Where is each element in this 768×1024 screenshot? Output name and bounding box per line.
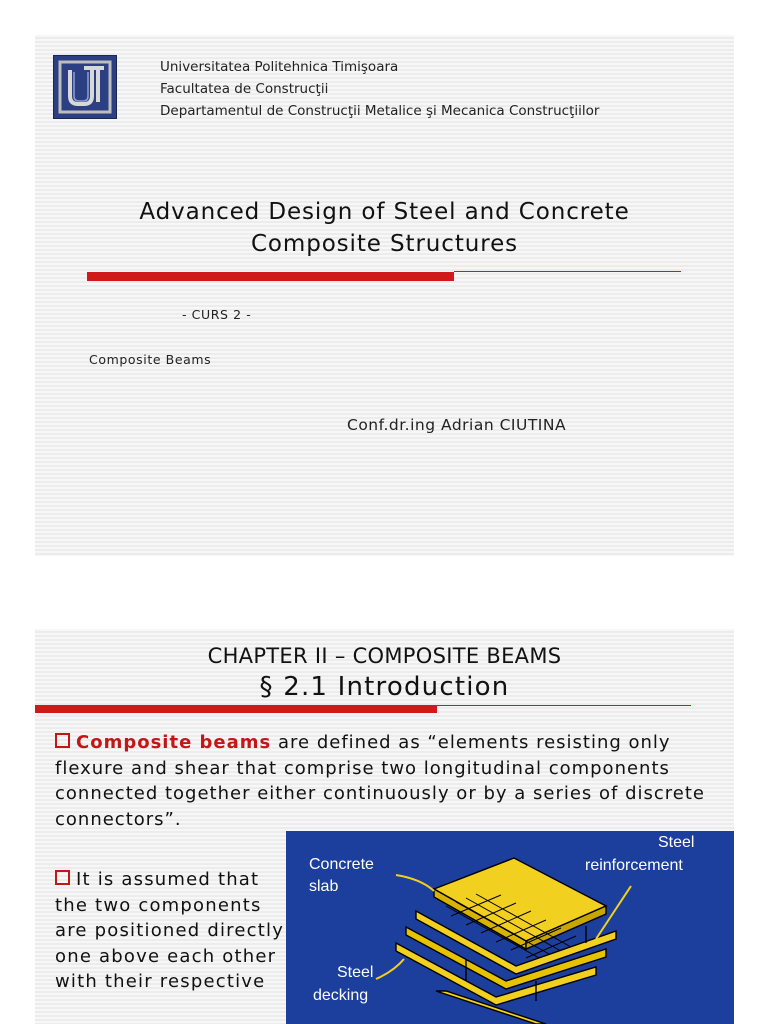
- steel-reinforcement-label-2: reinforcement: [585, 857, 683, 874]
- composite-slab-figure: [286, 831, 734, 1024]
- author-name: Conf.dr.ing Adrian CIUTINA: [347, 416, 567, 434]
- title-slide: [35, 35, 734, 556]
- lecture-subject: Composite Beams: [89, 352, 212, 367]
- square-bullet-icon: [55, 733, 70, 748]
- department-name: Departamentul de Construcţii Metalice şi Mecanica Construcţiilor: [160, 103, 600, 119]
- steel-reinforcement-label: Steel: [658, 834, 695, 851]
- university-name: Universitatea Politehnica Timişoara: [160, 59, 399, 75]
- definition-paragraph: [55, 730, 725, 832]
- course-title-line1: Advanced Design of Steel and Concrete: [139, 199, 630, 225]
- concrete-slab-label: Concrete: [309, 856, 374, 873]
- section-underline-line: [437, 705, 691, 706]
- section-underline-bar: [35, 705, 437, 713]
- key-term: Composite beams: [76, 732, 272, 753]
- lecture-number: - CURS 2 -: [182, 307, 252, 322]
- assumption-paragraph: [55, 867, 295, 995]
- assumption-text: It is assumed that the two components are positioned directly one above each other with their respective: [55, 869, 285, 992]
- university-logo: [53, 55, 117, 119]
- section-title: § 2.1 Introduction: [259, 672, 510, 702]
- definition-text: are defined as “elements resisting only flexure and shear that comprise two longitudinal components connected together either continuously or by a series of discrete connectors”.: [55, 732, 706, 830]
- title-underline-bar: [87, 272, 454, 281]
- content-slide: [35, 629, 734, 1024]
- course-title-line2: Composite Structures: [250, 231, 519, 257]
- chapter-title: CHAPTER II – COMPOSITE BEAMS: [207, 644, 562, 668]
- upt-logo-icon: [54, 56, 116, 118]
- title-underline-line: [454, 271, 681, 272]
- steel-decking-label: Steel: [337, 964, 374, 981]
- faculty-name: Facultatea de Construcţii: [160, 81, 329, 97]
- steel-decking-label-2: decking: [313, 987, 369, 1004]
- concrete-slab-label-2: slab: [309, 878, 339, 895]
- square-bullet-icon: [55, 870, 70, 885]
